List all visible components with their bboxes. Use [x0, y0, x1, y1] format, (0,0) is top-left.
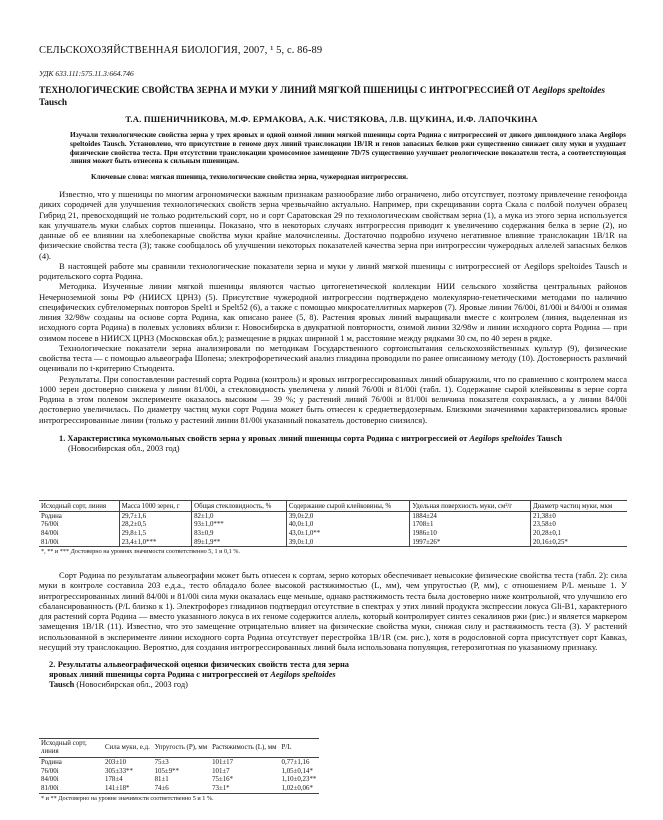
table-cell: 23,58±0 [531, 521, 627, 530]
table-cell: 1884±24 [410, 512, 531, 521]
table-row [39, 758, 319, 767]
table-cell: 81/00i [39, 538, 119, 547]
table-row [39, 767, 319, 776]
paragraph-alveograph: Сорт Родина по результатам альвеографии может быть отнесен к сортам, зерно которых обеспечивает невысокие физические свойства теста (табл. 2): сила муки в контроле составила 203 е.д.а., тесто обладало более высокой растяжимостью (L, мм), чем упругостью (P, мм), с отношением P/L меньше 1. У интрогрессированных линий 84/00i и 81/00i сила муки оказалась еще меньше, однако растяжимость теста была достоверно ниже контрольной, что улучшило его сбалансированность (P/L близко к 1). Электрофорез глиадинов подтвердил отсутствие в спектрах у этих линий продукта экспрессии локуса Gli-B1, характерного для растений сорта Родина — вместо указанного локуса в их геноме содержится аллель, который контролирует синтез секалинов ржи (рис.) и является маркером замещения 1B/1R (11). Известно, что это замещение отрицательно влияет на физические свойства муки, снижая силу и растяжимость теста (3). У растений использованной в эксперименте линии исходного сорта Родина отсутствует перестройка 1B/1R (см. рис.), хотя в родословной сорта присутствует сорт Кавказ, несущий эту транслокацию. Вероятно, для создания интрогрессированных линий была использована популяция, гетерозиготная по указанному признаку. [39, 570, 627, 652]
table2-header: Растяжимость (L), мм [210, 739, 279, 758]
table2-note: * и ** Достоверно на уровне значимости соответственно 5 и 1 %. [41, 794, 214, 802]
table1-header-row [39, 501, 627, 512]
table2-header: Упругость (P), мм [153, 739, 210, 758]
table-cell: 93±1,0*** [192, 521, 287, 530]
table-cell: 29,7±1,6 [119, 512, 191, 521]
table2-caption: 2. Результаты альвеографической оценки физических свойств теста для зерна яровых линий пшеницы сорта Родина с интрогрессией от Aegilops speltoides Tausch (Новосибирская обл., 2003 год) [49, 660, 349, 690]
paragraph-results: Результаты. При сопоставлении растений сорта Родина (контроль) и яровых интрогрессированных линий обнаружили, что по сравнению с контролем масса 1000 зерен достоверно снижена у линии 81/00i, а стекловидность увеличена у линий 76/00i и 81/00i (табл. 1). Содержание сырой клейковины в зерне сорта Родина в этом полевом эксперименте оказалось высоким — 39 %; у растений линий 76/00i и 81/00i величина показателя сохранялась, а у линии 84/00i достоверно увеличилась. По диаметру частиц муки сорт Родина может быть отнесен к среднетвердозерным. Близкими значениями характеризовались яровые интрогрессированные линии (только у растений линии 81/00i указанный показатель достоверно снизился). [39, 373, 627, 425]
table-cell: 178±4 [105, 776, 123, 784]
table1-header: Содержание сырой клейковины, % [286, 501, 410, 512]
journal-header: СЕЛЬСКОХОЗЯЙСТВЕННАЯ БИОЛОГИЯ, 2007, ¹ 5, с. 86-89 [39, 45, 323, 56]
table-cell: Родина [41, 512, 62, 520]
table-cell: 81/00i [39, 784, 103, 793]
table-cell: 1,02±0,06* [280, 784, 319, 793]
body-text-2 [39, 570, 627, 691]
table2-header: Сила муки, е.д. [103, 739, 153, 758]
table-cell: 20,28±0,1 [531, 529, 627, 538]
paragraph-analysis: Технологические показатели зерна анализировали по методикам Государственного сортоиспытания сельскохозяйственных культур (9), физические свойства теста — с помощью альвеографа Шопена; электрофоретический анализ глиадина проводили по ранее описанному методу (10). Достоверность различий оценивали по t-критерию Стьюдента. [39, 342, 627, 374]
table-cell: 74±6 [153, 784, 210, 793]
table1-header: Общая стекловидность, % [192, 501, 287, 512]
table-cell: 75±16* [212, 776, 234, 784]
paragraph-intro: Известно, что у пшеницы по многим агрономически важным признакам разнообразие либо ограничено, либо отсутствует, поэтому привлечение генофонда диких сородичей для улучшения технологических свойств зерна чрезвычайно актуально. Например, при скрещивании сорта Скала с полбой получен образец Гибрид 21, превосходящий не только родительский сорт, но и сорт Саратовская 29 по технологическим свойствам зерна (1), а мука из этого зерна используется как улучшатель муки слабых сортов пшеницы. Показано, что в некоторых случаях интрогрессия приводит к увеличению содержания белка в зерне (2), но данные об ее влиянии на хлебопекарные свойства муки крайне малочисленны. Достаточно подробно изучено негативное влияние транслокации 1B/1R на физические свойства теста (3); также сообщалось об улучшении некоторых показателей качества зерна при интрогрессии чужеродных аллелей запасных белков (4). [39, 189, 627, 261]
table-cell: 20,16±0,25* [531, 538, 627, 547]
table-cell: 1,05±0,14* [281, 767, 313, 775]
table-cell: 76/00i [41, 521, 59, 529]
table-cell: 81±1 [154, 776, 169, 784]
table1-caption: 1. Характеристика мукомольных свойств зерна у яровых линий пшеницы сорта Родина с интрогрессией от Aegilops speltoides Tausch (Новосибирская обл., 2003 год) [59, 433, 562, 453]
table2-header: P/L [280, 739, 319, 758]
table-cell: 23,4±1,0*** [119, 538, 191, 547]
table-cell: 82±1,0 [192, 512, 287, 521]
table-cell: 203±10 [105, 758, 127, 766]
table-cell: 101±17 [212, 758, 234, 766]
table-cell: 105±9** [154, 767, 180, 775]
table-row [39, 512, 627, 521]
table-cell: 29,8±1,5 [119, 529, 191, 538]
table2-note-row [39, 793, 319, 802]
title-main: ТЕХНОЛОГИЧЕСКИЕ СВОЙСТВА ЗЕРНА И МУКИ У ЛИНИЙ МЯГКОЙ ПШЕНИЦЫ С ИНТРОГРЕССИЕЙ ОТ [39, 86, 533, 96]
table1-note: *, ** и *** Достоверно на уровнях значимости соответственно 5, 1 и 0,1 %. [41, 547, 240, 555]
keywords: Ключевые слова: мягкая пшеница, технологические свойства зерна, чужеродная интрогрессия. [91, 172, 408, 181]
table-cell: 89±1,9** [192, 538, 287, 547]
table-cell: 1,10±0,23** [281, 776, 317, 784]
table-row [39, 529, 627, 538]
table-row [39, 775, 319, 784]
table-cell: 141±18* [103, 784, 153, 793]
abstract: Изучали технологические свойства зерна у трех яровых и одной озимой линии мягкой пшеницы сорта Родина с интрогрессией от дикого диплоидного злака Aegilops speltoides Tausch. Установлено, что присутствие в геноме двух линий транслокации 1B/1R и генов запасных белков ржи существенно снижает силу муки и ухудшает физические свойства теста. При отсутствии транслокации хромосомное замещение 7D/7S существенно улучшает реологические показатели теста, а соответствующая линия может быть отнесена к сильным пшеницам. [70, 130, 626, 166]
table-cell: 43,0±1,0** [286, 529, 410, 538]
table-cell: 305±33** [105, 767, 133, 775]
table-cell: 73±1* [210, 784, 279, 793]
paragraph-methods: Методика. Изученные линии мягкой пшеницы являются частью цитогенетической коллекции НИИ сельского хозяйства центральных районов Нечерноземной зоны РФ (НИИСХ ЦРНЗ) (5). Присутствие чужеродной интрогрессии подтверждено молекулярно-генетическими методами по наличию специфических субтеломерных повторов Spelt1 и Spelt52 (6), а также с помощью микросателлитных маркеров (7). Яровые линии 76/00i, 81/00i и 84/00i и озимая линия 32/98w созданы на основе сорта Родина, как описано ранее (5, 8). Растения яровых линий выращивали вместе с контролем (линия, выделенная из исходного сорта Родина) в полевых условиях вблизи г. Новосибирска в двукратной повторности, озимой линии 32/98w и линии исходного сорта Родина — при озимом посеве в НИИСХ ЦРНЗ (Московская обл.); размещение в рядках шириной 1 м, расстояние между рядками 30 см, по 40 зерен в рядке. [39, 281, 627, 343]
table1-header: Удельная поверхность муки, см²/г [410, 501, 531, 512]
table-row [39, 784, 319, 793]
table-cell: 84/00i [41, 776, 59, 784]
table2-header-row [39, 739, 319, 758]
table-cell: 76/00i [41, 767, 59, 775]
table-cell: 0,77±1,16 [281, 758, 310, 766]
table-row [39, 521, 627, 530]
table-cell: 75±3 [154, 758, 169, 766]
table-cell: 28,2±0,5 [119, 521, 191, 530]
table2 [39, 738, 319, 802]
table-cell: 83±0,9 [192, 529, 287, 538]
udk-code: УДК 633.111:575.11.3:664.746 [39, 69, 134, 78]
authors: Т.А. ПШЕНИЧНИКОВА, М.Ф. ЕРМАКОВА, А.К. ЧИСТЯКОВА, Л.В. ЩУКИНА, И.Ф. ЛАПОЧКИНА [125, 114, 538, 124]
title-species: Aegilops speltoides [532, 86, 606, 96]
table-cell: 101±7 [212, 767, 230, 775]
article-title [39, 86, 627, 109]
table-cell: 1997±26* [410, 538, 531, 547]
title-end: Tausch [39, 97, 68, 108]
table2-header: Исходный сорт, линия [39, 739, 103, 758]
table-cell: 40,0±1,0 [286, 521, 410, 530]
table1-header: Диаметр частиц муки, мкм [531, 501, 627, 512]
table-cell: Родина [41, 758, 62, 766]
table1 [39, 500, 627, 555]
table-cell: 84/00i [41, 529, 59, 537]
table-cell: 1986±10 [410, 529, 531, 538]
table-cell: 21,38±0 [531, 512, 627, 521]
body-text [39, 189, 627, 454]
table-cell: 1708±1 [410, 521, 531, 530]
table-cell: 39,0±1,0 [286, 538, 410, 547]
paragraph-aim: В настоящей работе мы сравнили технологические показатели зерна и муки у линий мягкой пшеницы с интрогрессией от Aegilops speltoides Tausch и родительского сорта Родина. [39, 260, 627, 281]
table-row [39, 538, 627, 547]
table1-header: Исходный сорт, линия [39, 501, 119, 512]
table-cell: 39,0±2,0 [286, 512, 410, 521]
table1-note-row [39, 547, 627, 556]
table1-header: Масса 1000 зерен, г [119, 501, 191, 512]
